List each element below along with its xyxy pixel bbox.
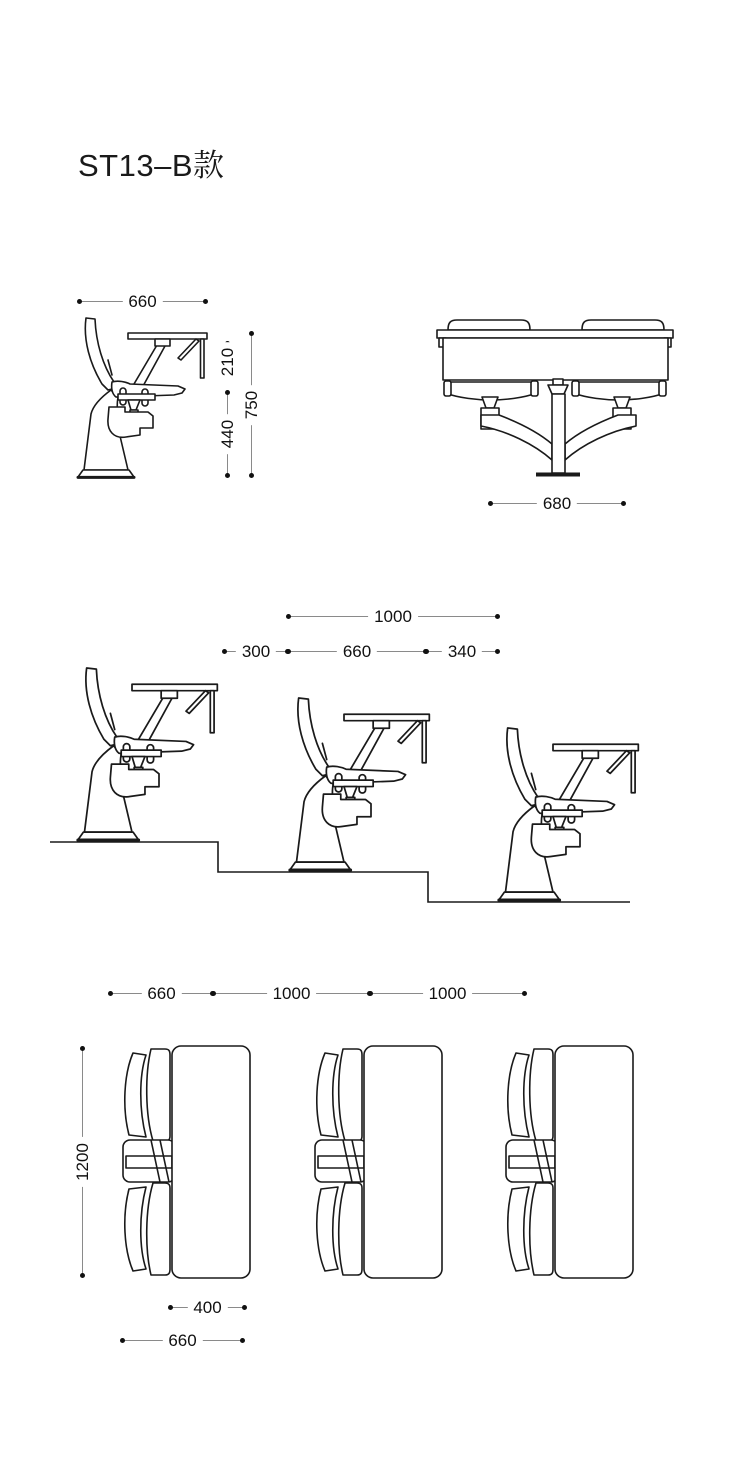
tiered-rows-drawing <box>40 660 640 910</box>
dim-label: 660 <box>141 984 181 1004</box>
dim-plan-unit2-pitch <box>213 984 370 1004</box>
dim-label: 1000 <box>267 984 317 1004</box>
dim-plan-unit-depth <box>122 1331 243 1351</box>
dim-side-width <box>79 292 206 312</box>
dim-plan-row-depth <box>73 1048 93 1276</box>
dim-front-width <box>490 494 624 514</box>
model-title: ST13–B款 <box>78 148 225 183</box>
dim-label: 680 <box>537 494 577 514</box>
dim-tiered-back-offset <box>224 642 288 662</box>
dim-tiered-row-pitch <box>288 607 498 627</box>
dim-plan-unit3-pitch <box>370 984 525 1004</box>
dim-label: 340 <box>442 642 482 662</box>
dim-label: 400 <box>187 1298 227 1318</box>
dim-plan-unit1-width <box>110 984 213 1004</box>
side-view-drawing <box>78 318 208 479</box>
dim-label: 660 <box>162 1331 202 1351</box>
dim-side-desk-height <box>218 343 238 380</box>
dim-plan-desk-depth <box>170 1298 245 1318</box>
dim-label: 660 <box>337 642 377 662</box>
dim-side-seat-height <box>218 392 238 476</box>
dim-label: 750 <box>242 384 262 424</box>
dim-tiered-unit-width <box>288 642 426 662</box>
front-view-drawing <box>437 316 677 481</box>
dim-label: 660 <box>122 292 162 312</box>
dim-label: 1000 <box>423 984 473 1004</box>
dim-label: 300 <box>236 642 276 662</box>
plan-view-drawing <box>110 1040 650 1285</box>
dim-label: 1000 <box>368 607 418 627</box>
dim-side-overall-height <box>242 333 262 476</box>
dim-label: 440 <box>218 414 238 454</box>
dim-tiered-front-offset <box>426 642 498 662</box>
dim-label: 1200 <box>73 1137 93 1187</box>
dim-label: 210 <box>218 341 238 381</box>
